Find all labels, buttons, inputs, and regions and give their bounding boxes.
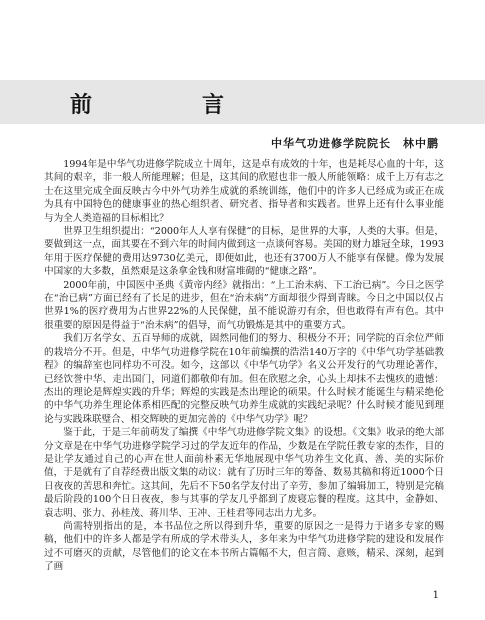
paragraph: 1994年是中华气功进修学院成立十周年，这是卓有成效的十年，也是耗尽心血的十年，这其间的艰辛，非一般人所能理解；但是，这其间的欣慰也非一般人所能领略：成千上万有志之士在这里完成全面反映古今中外气功养生成就的系统训练，他们中的许多人已经成为或正在成为具有中国特色的健康事业的热心组织者、研究者、指导者和实践者。世界上还有什么事业能与为全人类造福的目标相比？ [44,159,444,224]
page-number: 1 [432,590,439,601]
paragraph: 2000年前，中国医中圣典《黄帝内经》就指出：“上工治未病、下工治已病”。今日之医学在“治已病”方面已经有了长足的进步，但在“治未病”方面却很少得到青睐。今日之中国以仅占世界1%的医疗费用为占世界22%的人民保健，虽不能说游刃有余，但也敢得有声有色。其中很重要的原因是得益于“治未病”的倡导，而气功锻炼是其中的重要方式。 [44,279,444,331]
page-title: 前 言 [70,92,269,118]
author-line: 中华气功进修学院院长 林中鹏 [271,137,439,150]
paragraph: 尚需特别指出的是，本书品位之所以得到升华，重要的原因之一是得力于诸多专家的赐稿，他们中的许多人都是学有所成的学术带头人，多年来为中华气功进修学院的建设和发展作过不可磨灭的贡献，尽管他们的论文在本书所占篇幅不大，但言简、意赅，精采、深刻，起到了画 [44,520,444,573]
paragraph: 鉴于此，于是三年前萌发了编撰《中华气功进修学院文集》的设想。《文集》收录的绝大部分文章是在中华气功进修学院学习过的学友近年的作品，少数是在学院任教专家的杰作，目的是让学友通过自己的心声在世人面前朴素无华地展现中华气功养生文化真、善、美的实际价值，于是就有了自荐经费出版文集的动议：就有了历时三年的筹备、数易其稿和将近1000个日日夜夜的苦思和奔忙。这其间，先后不下50名学友付出了辛劳，参加了编辑加工，特别是完稿最后阶段的100个日日夜夜，参与其事的学友几乎都到了废寝忘餐的程度。这其中，金静如、袁志明、张力、孙桂茂、蒋川华、王冲、王桂君等同志出力尤多。 [44,427,444,519]
body-text [44,158,444,574]
paragraph: 我们万名学女、五百导师的成就，固然同他们的努力、积极分不开；同学院的百余位严师的栽培分不开。但是，中华气功进修学院在10年前编撰的浩浩140万字的《中华气功学基础教程》的编辞室也同样功不可没。如今，这部以《中华气功学》名义公开发行的气功理论著作，已经饮誉中华、走出国门，同道们都敬仰有加。但在欣慰之余，心头上却抹不去愧疚的遗憾：杰出的理论是辉煌实践的升华；辉煌的实践是杰出理论的硕果。什么时候才能诞生与精采绝伦的中华气功养生理论体系相匹配的完整反映气功养生成就的实践纪录呢？什么时候才能见到理论与实践珠联璧合、相交辉映的更加完善的《中华气功学》呢？ [44,333,444,425]
paragraph: 世界卫生组织提出：“2000年人人享有保健”的目标，是世界的大事，人类的大事。但是，要做到这一点，面其要在不到六年的时间内做到这一点谈何容易。美国的财力雄冠全球，1993年用于医疗保健的费用达9730亿美元，即便如此，也还有3700万人不能享有保健。像为发展中国家的大多数，虽然艰是这条拿金钱和财富堆砌的“健康之路”。 [44,226,444,278]
